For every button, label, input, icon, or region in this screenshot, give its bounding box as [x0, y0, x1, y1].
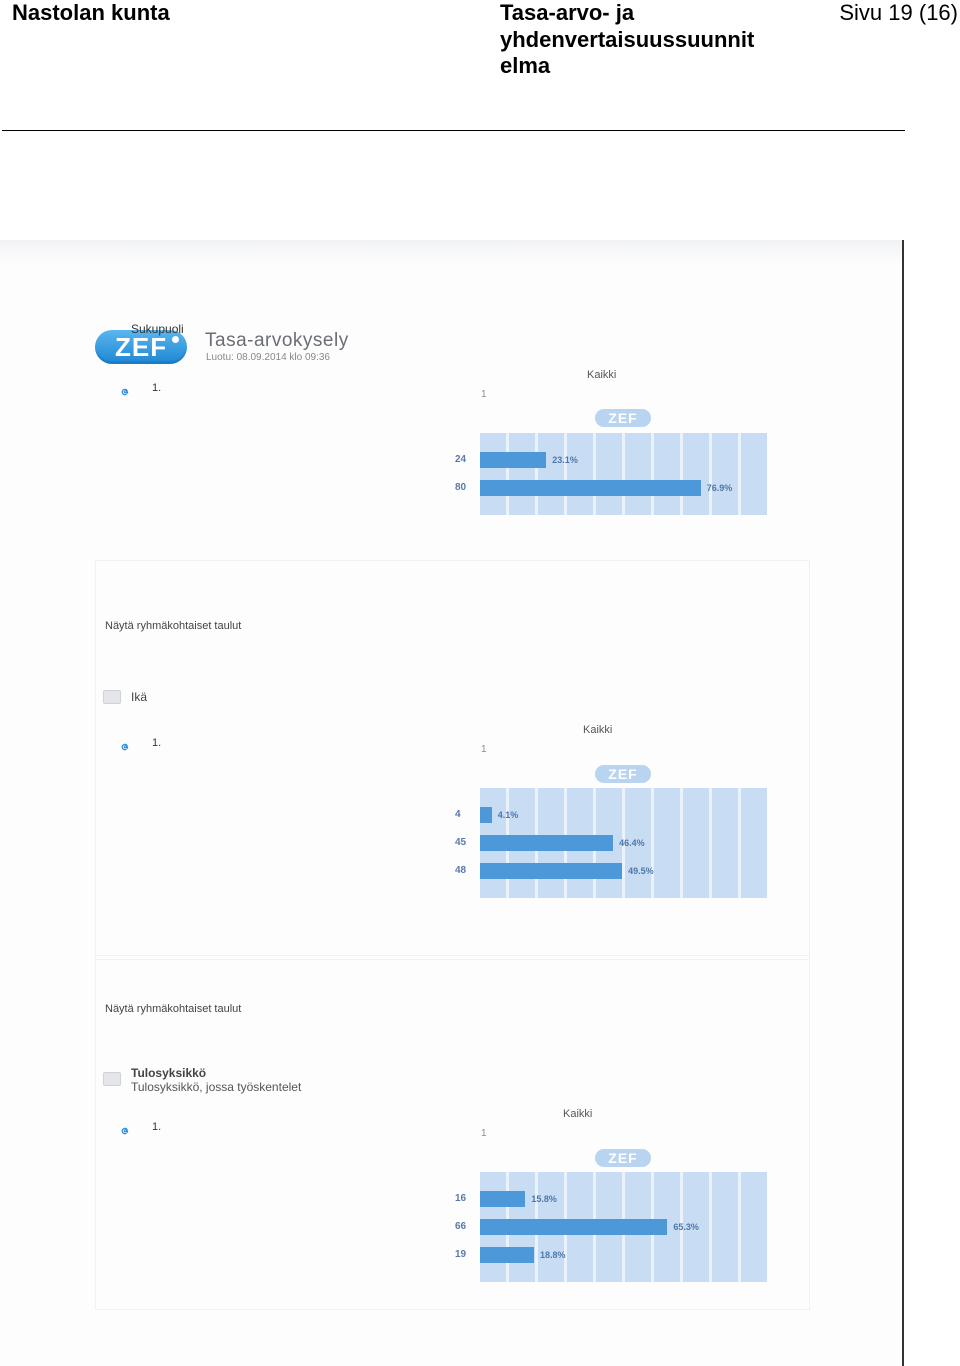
- chart-zef-badge: ZEF: [595, 1149, 651, 1167]
- question-icon: ဇ: [121, 383, 129, 398]
- chart-grid: [480, 433, 767, 515]
- chart-bar: [480, 807, 492, 823]
- logo-dot-icon: [172, 336, 179, 343]
- chart-title-kaikki: Kaikki: [583, 724, 613, 736]
- chart-bar: [480, 835, 613, 851]
- section-subtitle-unit: Tulosyksikkö, jossa työskentelet: [131, 1080, 302, 1094]
- section-folder-icon: [103, 690, 121, 704]
- chart-zef-badge: ZEF: [595, 409, 651, 427]
- organization-name: Nastolan kunta: [12, 0, 170, 25]
- chart-value-label: 23.1%: [552, 455, 578, 465]
- chart-count-label: 45: [455, 837, 467, 848]
- section-title-age: Ikä: [131, 690, 148, 704]
- question-icon: ဇ: [121, 738, 129, 753]
- section-title-unit: Tulosyksikkö: [131, 1066, 207, 1080]
- respondent-group-number: 1: [481, 389, 487, 400]
- chart-value-label: 15.8%: [531, 1194, 557, 1204]
- chart-bar: [480, 480, 701, 496]
- chart-count-label: 48: [455, 865, 467, 876]
- chart-count-label: 24: [455, 454, 467, 465]
- document-title-line-1: Tasa-arvo- ja: [500, 0, 635, 25]
- chart-title-kaikki: Kaikki: [587, 369, 617, 381]
- chart-count-label: 66: [455, 1221, 467, 1232]
- question-number: 1.: [152, 1121, 162, 1133]
- respondent-group-number: 1: [481, 1128, 487, 1139]
- section-title-gender: Sukupuoli: [131, 322, 184, 336]
- chart-count-label: 80: [455, 482, 467, 493]
- scan-top-shade: [0, 240, 902, 264]
- show-group-tables-link[interactable]: Näytä ryhmäkohtaiset taulut: [105, 1003, 242, 1015]
- chart-value-label: 49.5%: [628, 866, 654, 876]
- page-number: Sivu 19 (16): [839, 0, 958, 25]
- question-number: 1.: [152, 737, 162, 749]
- chart-value-label: 46.4%: [619, 838, 645, 848]
- chart-count-label: 16: [455, 1193, 467, 1204]
- document-title-line-3: elma: [500, 53, 551, 78]
- header-rule: [2, 130, 905, 131]
- chart-value-label: 76.9%: [706, 483, 733, 493]
- chart-bar: [480, 452, 546, 468]
- document-title: [500, 0, 800, 80]
- document-title-line-2: yhdenvertaisuussuunnit: [500, 26, 755, 52]
- chart-value-label: 4.1%: [497, 810, 519, 820]
- chart-bar: [480, 863, 622, 879]
- chart-bar: [480, 1219, 667, 1235]
- scan-right-edge: [902, 240, 904, 1366]
- question-number: 1.: [152, 382, 162, 394]
- chart-value-label: 65.3%: [673, 1222, 699, 1232]
- question-icon: ဇ: [121, 1122, 129, 1137]
- chart-count-label: 4: [455, 809, 461, 820]
- respondent-group-number: 1: [481, 744, 487, 755]
- zef-logo-text: ZEF: [115, 332, 168, 362]
- chart-count-label: 19: [455, 1249, 467, 1260]
- show-group-tables-link[interactable]: Näytä ryhmäkohtaiset taulut: [105, 620, 242, 632]
- chart-bar: [480, 1191, 525, 1207]
- chart-bar: [480, 1247, 534, 1263]
- chart-zef-badge: ZEF: [595, 765, 651, 783]
- survey-title: Tasa-arvokysely: [205, 330, 349, 351]
- chart-title-kaikki: Kaikki: [563, 1108, 593, 1120]
- section-folder-icon: [103, 1072, 121, 1086]
- chart-value-label: 18.8%: [539, 1250, 566, 1260]
- survey-created-date: Luotu: 08.09.2014 klo 09:36: [206, 352, 330, 363]
